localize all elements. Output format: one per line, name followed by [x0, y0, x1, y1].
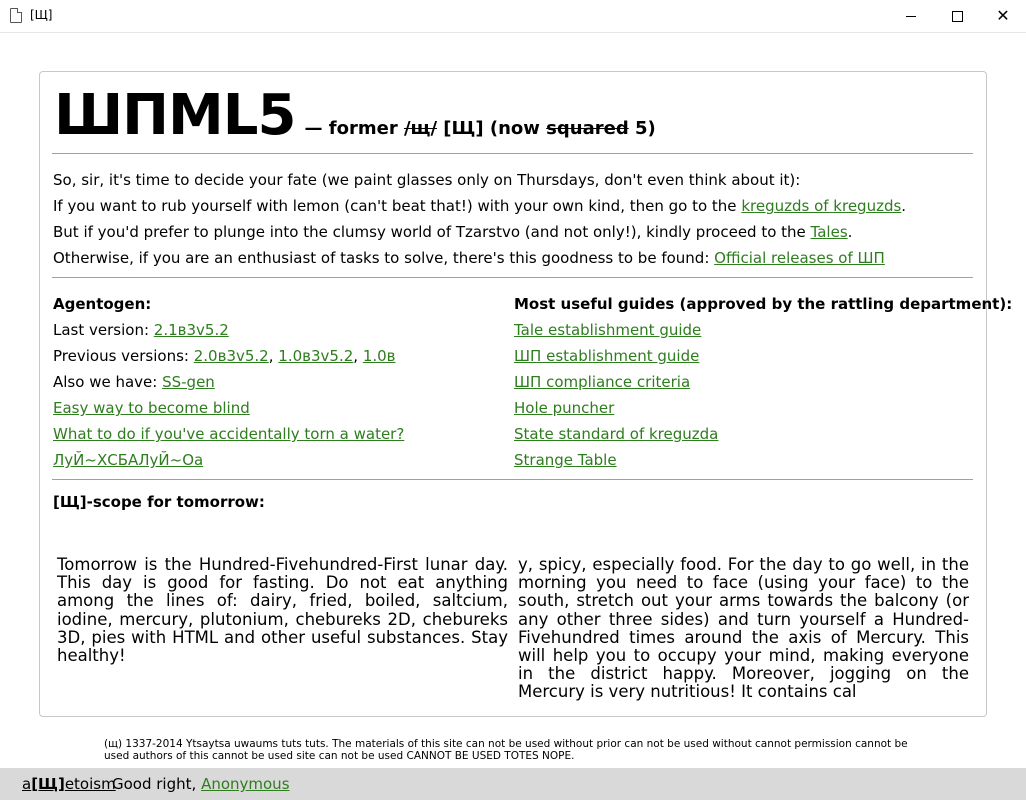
atheism-link-bold: [Щ]: [31, 775, 65, 793]
subtitle-struck-squared: squared: [546, 118, 629, 139]
previous-version-link[interactable]: 1.0в3v5.2: [278, 347, 354, 365]
site-subtitle: [305, 118, 656, 139]
atheism-link-suffix: etoism: [64, 775, 116, 793]
intro-text: .: [847, 223, 853, 241]
minimize-icon: [906, 16, 916, 17]
last-version-row: [53, 317, 493, 343]
guide-row: [514, 395, 974, 421]
atheism-link-prefix: а: [22, 775, 32, 793]
separator: ,: [268, 347, 279, 365]
intro-text: If you want to rub yourself with lemon (can't beat that!) with your own kind, then go to the: [53, 197, 742, 215]
guide-link[interactable]: ШП establishment guide: [514, 347, 700, 365]
extra-link-row: [53, 395, 493, 421]
divider: [52, 153, 973, 154]
page-header: [54, 84, 656, 148]
luy-link[interactable]: ЛуЙ~ХСБАЛуЙ~Оа: [53, 451, 204, 469]
guide-link[interactable]: Strange Table: [514, 451, 617, 469]
minimize-button[interactable]: [888, 0, 934, 32]
guides-section: [514, 291, 1013, 473]
separator: ,: [353, 347, 363, 365]
maximize-button[interactable]: [934, 0, 980, 32]
greeting: [112, 768, 290, 800]
maximize-icon: [952, 11, 963, 22]
guide-link[interactable]: ШП compliance criteria: [514, 373, 691, 391]
tales-link[interactable]: Tales: [810, 223, 848, 241]
last-version-link[interactable]: 2.1в3v5.2: [153, 321, 229, 339]
subtitle-prefix: — former: [304, 118, 404, 139]
subtitle-struck-old-name: /щ/: [403, 118, 438, 139]
kreguzds-link[interactable]: kreguzds of kreguzds: [741, 197, 902, 215]
guides-heading: Most useful guides (approved by the rattling department):: [514, 295, 1013, 313]
atheism-link[interactable]: [22, 775, 116, 793]
intro-line: [53, 219, 973, 245]
window-titlebar: [0, 0, 1026, 33]
copyright-note: (щ) 1337-2014 Ytsaytsa uwaums tuts tuts. The materials of this site can not be used without prior can not be used without cannot permission cannot be used authors of this cannot be used site can not be used CANNOT BE USED TOTES NOPE.: [104, 738, 908, 762]
ss-gen-link[interactable]: SS-gen: [162, 373, 215, 391]
extra-link-row: [53, 447, 493, 473]
previous-version-link[interactable]: 2.0в3v5.2: [193, 347, 269, 365]
window-title: [Щ]: [30, 8, 53, 22]
intro-line: [53, 193, 973, 219]
intro-line: So, sir, it's time to decide your fate (we paint glasses only on Thursdays, don't even think about it):: [53, 171, 801, 189]
guide-row: [514, 343, 974, 369]
horoscope-left-column: Tomorrow is the Hundred-Fivehundred-First lunar day. This day is good for fasting. Do not eat anything among the lines of: dairy, fried, boiled, saltcium, iodine, mercury, plutonium, chebureks 2D, chebureks 3D, pies with HTML and other useful substances. Stay healthy!: [57, 555, 508, 666]
also-label: Also we have:: [53, 373, 163, 391]
intro-text: But if you'd prefer to plunge into the clumsy world of Tzarstvo (and not only!), kindly proceed to the: [53, 223, 811, 241]
scope-heading: [Щ]-scope for tomorrow:: [53, 493, 265, 511]
greeting-text: Good right,: [112, 775, 202, 793]
site-logo: ШПМL5: [54, 83, 296, 148]
status-bar-left: [22, 768, 116, 800]
torn-water-link[interactable]: What to do if you've accidentally torn a water?: [53, 425, 405, 443]
official-releases-link[interactable]: Official releases of ШП: [714, 249, 885, 267]
extra-link-row: [53, 421, 493, 447]
guide-link[interactable]: Tale establishment guide: [514, 321, 702, 339]
guide-row: [514, 317, 974, 343]
file-icon: [10, 8, 22, 23]
status-bar: [0, 768, 1026, 800]
user-link[interactable]: Anonymous: [201, 775, 290, 793]
intro-text: .: [901, 197, 907, 215]
subtitle-suffix: 5): [628, 118, 656, 139]
guide-link[interactable]: State standard of kreguzda: [514, 425, 719, 443]
horoscope-right-column: y, spicy, especially food. For the day to go well, in the morning you need to face (using your face) to the south, stretch out your arms towards the balcony (or any other three sides) and turn yourself a Hundred-Fivehundred times around the axis of Mercury. This will help you to occupy your mind, making everyone in the district happy. Moreover, jogging on the Mercury is very nutritious! It contains cal: [518, 555, 969, 702]
divider: [52, 277, 973, 278]
guide-row: [514, 369, 974, 395]
guide-row: [514, 421, 974, 447]
close-button[interactable]: [980, 0, 1026, 32]
previous-versions-label: Previous versions:: [53, 347, 194, 365]
previous-versions-row: [53, 343, 493, 369]
agentogen-heading: Agentogen:: [53, 295, 152, 313]
subtitle-middle: [Щ] (now: [437, 118, 547, 139]
previous-version-link[interactable]: 1.0в: [362, 347, 396, 365]
become-blind-link[interactable]: Easy way to become blind: [53, 399, 250, 417]
agentogen-section: [53, 291, 493, 473]
guide-link[interactable]: Hole puncher: [514, 399, 615, 417]
divider: [52, 479, 973, 480]
intro-line: [53, 245, 973, 271]
guide-row: [514, 447, 974, 473]
intro-section: [53, 167, 973, 271]
intro-text: Otherwise, if you are an enthusiast of tasks to solve, there's this goodness to be found:: [53, 249, 715, 267]
close-icon: ✕: [996, 6, 1010, 25]
last-version-label: Last version:: [53, 321, 154, 339]
also-row: [53, 369, 493, 395]
main-panel: [39, 71, 1013, 717]
